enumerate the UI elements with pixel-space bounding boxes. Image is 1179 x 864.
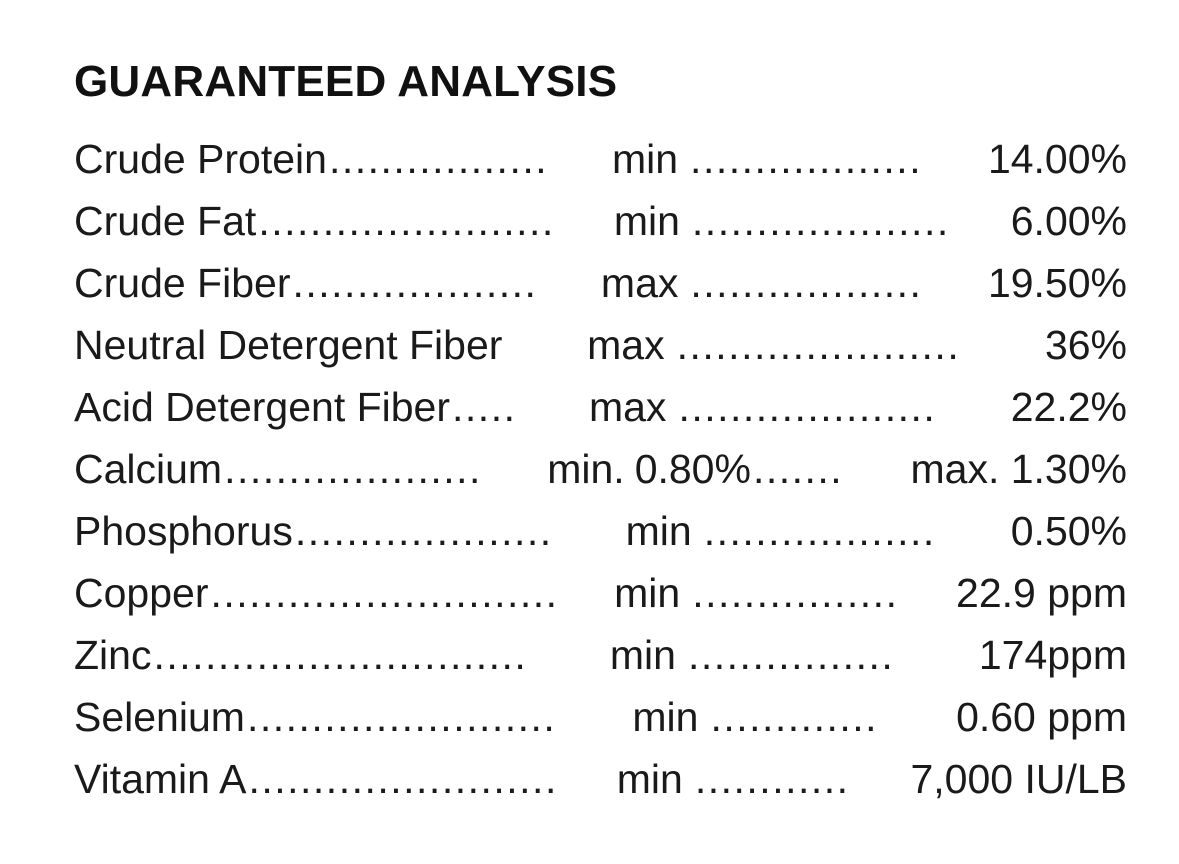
nutrient-qualifier: min — [625, 508, 692, 555]
list-item — [74, 252, 1127, 314]
nutrient-name: Selenium — [74, 694, 245, 741]
leader-dots-left: .................... — [294, 508, 553, 555]
leader-dots-right: .................. — [690, 136, 923, 183]
list-item — [74, 748, 1127, 810]
list-item — [74, 190, 1127, 252]
nutrient-qualifier: min — [613, 198, 680, 245]
nutrient-value: 6.00% — [1010, 198, 1127, 245]
nutrient-qualifier: min. — [547, 446, 625, 493]
nutrient-name: Phosphorus — [74, 508, 293, 555]
nutrient-name: Crude Protein — [74, 136, 327, 183]
leader-dots-right: .................. — [690, 260, 923, 307]
leader-dots-left: .................... — [224, 446, 482, 493]
list-item — [74, 624, 1127, 686]
nutrient-value: 22.2% — [1010, 384, 1127, 431]
leader-dots-right: ................ — [687, 632, 895, 679]
leader-dots-right: .................. — [703, 508, 936, 555]
nutrient-value: 7,000 IU/LB — [910, 756, 1127, 803]
nutrient-value: 174ppm — [978, 632, 1127, 679]
list-item — [74, 314, 1127, 376]
nutrient-qualifier: max — [587, 322, 665, 369]
list-item — [74, 686, 1127, 748]
nutrient-qualifier: min — [609, 632, 676, 679]
leader-dots-right: ................ — [692, 570, 899, 617]
leader-dots-left: ............................. — [153, 632, 528, 679]
nutrient-name: Zinc — [74, 632, 152, 679]
leader-dots-right: .................... — [691, 198, 950, 245]
nutrient-qualifier: min — [632, 694, 699, 741]
nutrient-qualifier: max — [600, 260, 679, 307]
leader-dots-left: ................. — [328, 136, 549, 183]
nutrient-name: Crude Fat — [74, 198, 257, 245]
leader-dots-left: ........................ — [248, 756, 558, 803]
nutrient-value: 0.50% — [1010, 508, 1127, 555]
nutrient-value: 14.00% — [987, 136, 1127, 183]
nutrient-value: max. 1.30% — [910, 446, 1127, 493]
nutrient-name: Acid Detergent Fiber — [74, 384, 451, 431]
leader-dots-right: ...................... — [676, 322, 961, 369]
nutrient-list — [74, 128, 1127, 810]
leader-dots-left: ..... — [452, 384, 517, 431]
leader-dots-left: ................... — [292, 260, 538, 307]
page-title: GUARANTEED ANALYSIS — [74, 57, 618, 106]
leader-dots-right: ............ — [694, 756, 850, 803]
nutrient-value: 22.9 ppm — [956, 570, 1127, 617]
nutrient-mid-value: 0.80% — [634, 446, 751, 493]
nutrient-name: Neutral Detergent Fiber — [74, 322, 503, 369]
nutrient-name: Crude Fiber — [74, 260, 291, 307]
list-item — [74, 562, 1127, 624]
list-item — [74, 376, 1127, 438]
list-item — [74, 500, 1127, 562]
nutrient-qualifier: min — [616, 756, 683, 803]
nutrient-value: 19.50% — [987, 260, 1127, 307]
leader-dots-right: ............. — [710, 694, 879, 741]
leader-dots-left: ........................... — [210, 570, 559, 617]
nutrient-qualifier: min — [611, 136, 679, 183]
list-item — [74, 438, 1127, 500]
nutrient-name: Calcium — [74, 446, 223, 493]
leader-dots-left: ....................... — [258, 198, 555, 245]
leader-dots-right: ....... — [752, 446, 844, 493]
nutrient-value: 0.60 ppm — [956, 694, 1127, 741]
leader-dots-left: ........................ — [246, 694, 557, 741]
list-item — [74, 128, 1127, 190]
leader-dots-right: .................... — [678, 384, 937, 431]
nutrient-qualifier: max — [588, 384, 667, 431]
nutrient-value: 36% — [1044, 322, 1127, 369]
nutrient-qualifier: min — [614, 570, 681, 617]
nutrient-name: Vitamin A — [74, 756, 247, 803]
nutrient-name: Copper — [74, 570, 209, 617]
